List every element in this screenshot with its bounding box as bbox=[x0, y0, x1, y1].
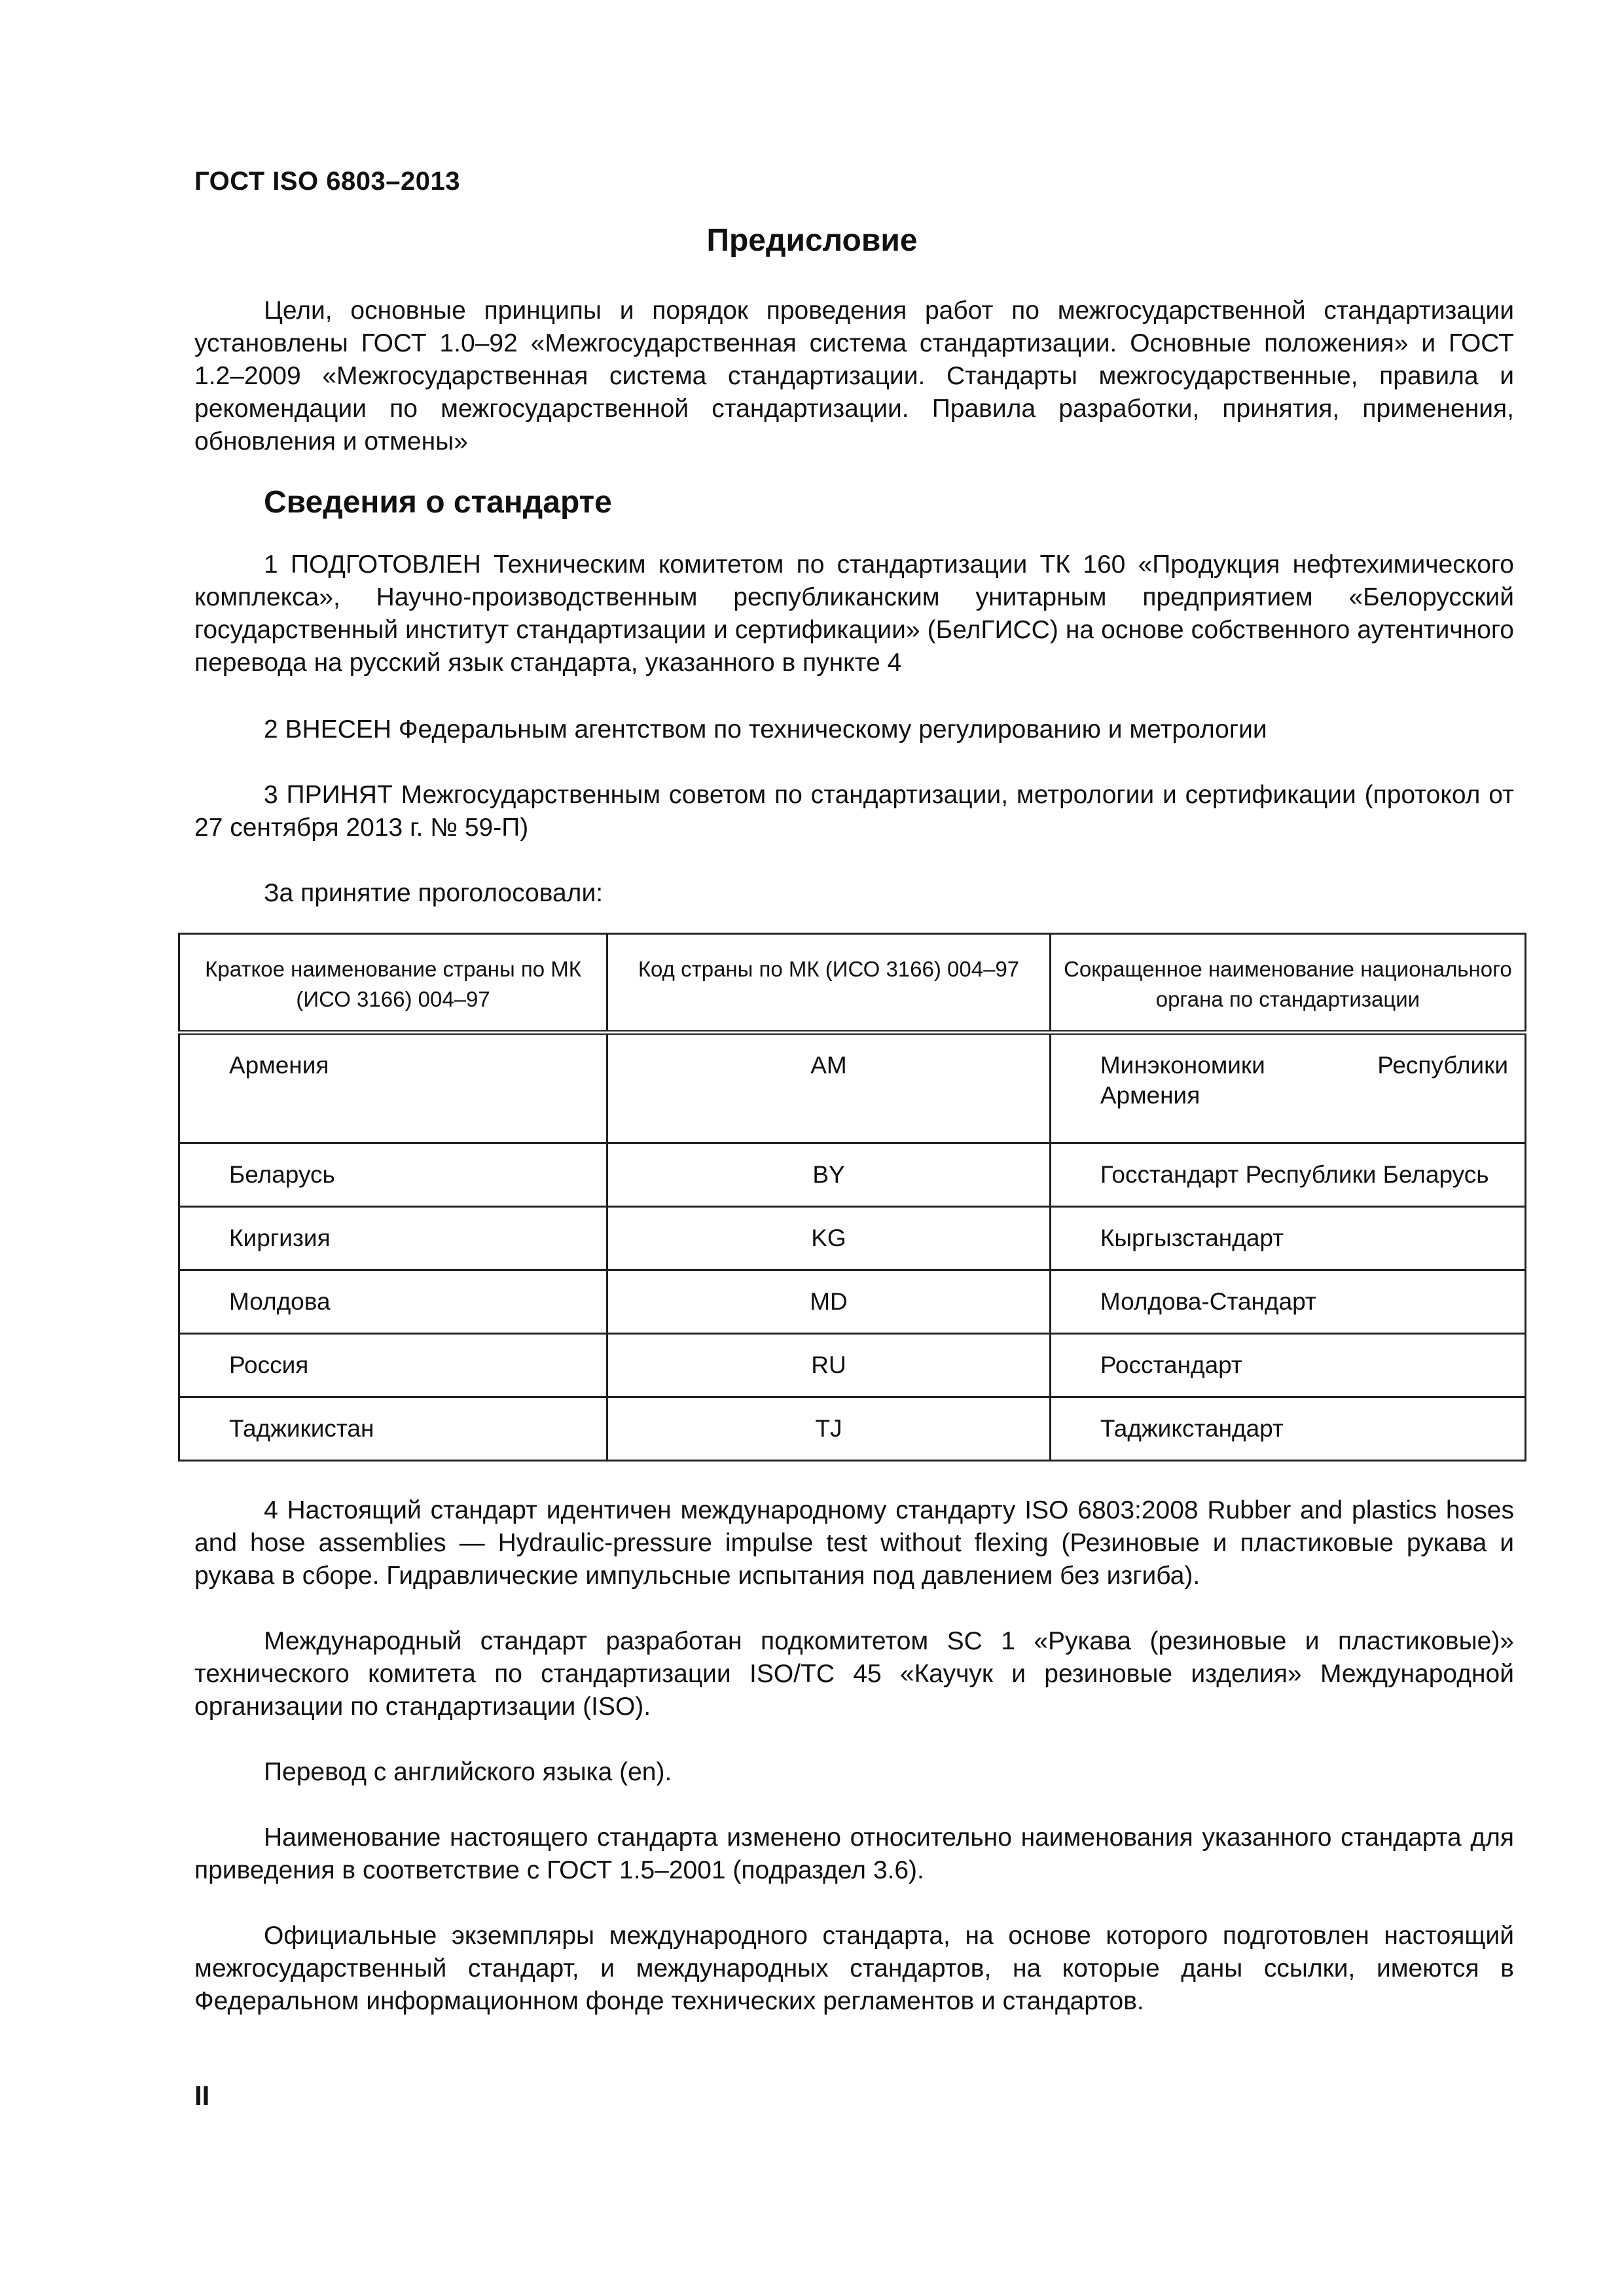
body-cell: Кыргызстандарт bbox=[1050, 1207, 1525, 1270]
body-cell-text: Минэкономики Республики Армения bbox=[1100, 1052, 1508, 1109]
body-cell: Росстандарт bbox=[1050, 1334, 1525, 1397]
body-cell: Госстандарт Республики Беларусь bbox=[1050, 1143, 1525, 1207]
table-row bbox=[179, 1270, 1526, 1334]
item-4-identical: 4 Настоящий стандарт идентичен международному стандарту ISO 6803:2008 Rubber and plastics hoses and hose assemblies — Hydraulic-pressure impulse test without flexing (Резиновые и пластиковые рукава и рукава в сборе. Гидравлические импульсные испытания под давлением без изгиба). bbox=[194, 1496, 1514, 1590]
table-row bbox=[179, 1207, 1526, 1270]
code-cell: MD bbox=[607, 1270, 1051, 1334]
country-cell: Киргизия bbox=[179, 1207, 607, 1270]
country-cell: Беларусь bbox=[179, 1143, 607, 1207]
table-row bbox=[179, 1397, 1526, 1461]
voting-countries-table bbox=[178, 933, 1526, 1462]
table-row bbox=[179, 1334, 1526, 1397]
country-cell: Молдова bbox=[179, 1270, 607, 1334]
translation-note: Перевод с английского языка (en). bbox=[264, 1758, 672, 1786]
item-1-prepared: 1 ПОДГОТОВЛЕН Техническим комитетом по стандартизации ТК 160 «Продукция нефтехимического комплекса», Научно-производственным республиканским унитарным предприятием «Белорусский государственный институт стандартизации и сертификации» (БелГИСС) на основе собственного аутентичного перевода на русский язык стандарта, указанного в пункте 4 bbox=[194, 550, 1514, 677]
table-header-row bbox=[179, 934, 1526, 1033]
vote-label: За принятие проголосовали: bbox=[264, 879, 604, 907]
code-cell: RU bbox=[607, 1334, 1051, 1397]
code-cell: BY bbox=[607, 1143, 1051, 1207]
col-header-country: Краткое наименование страны по МК (ИСО 3166) 004–97 bbox=[179, 934, 607, 1033]
item-3-adopted: 3 ПРИНЯТ Межгосударственным советом по стандартизации, метрологии и сертификации (протокол от 27 сентября 2013 г. № 59-П) bbox=[194, 781, 1514, 842]
item-2-introduced: 2 ВНЕСЕН Федеральным агентством по техническому регулированию и метрологии bbox=[264, 715, 1267, 744]
col-header-body: Сокращенное наименование национального органа по стандартизации bbox=[1050, 934, 1525, 1033]
table-row bbox=[179, 1033, 1526, 1143]
code-cell: AM bbox=[607, 1033, 1051, 1143]
body-cell: Молдова-Стандарт bbox=[1050, 1270, 1525, 1334]
foreword-text: Цели, основные принципы и порядок проведения работ по межгосударственной стандартизации установлены ГОСТ 1.0–92 «Межгосударственная система стандартизации. Основные положения» и ГОСТ 1.2–2009 «Межгосударственная система стандартизации. Стандарты межгосударственные, правила и рекомендации по межгосударственной стандартизации. Правила разработки, принятия, применения, обновления и отмены» bbox=[194, 296, 1514, 456]
name-change-note: Наименование настоящего стандарта изменено относительно наименования указанного стандарта для приведения в соответствие с ГОСТ 1.5–2001 (подраздел 3.6). bbox=[194, 1823, 1514, 1884]
code-cell: TJ bbox=[607, 1397, 1051, 1461]
body-cell: Таджикстандарт bbox=[1050, 1397, 1525, 1461]
official-copies-note: Официальные экземпляры международного стандарта, на основе которого подготовлен настоящий межгосударственный стандарт, и международных стандартов, на которые даны ссылки, имеются в Федеральном информационном фонде технических регламентов и стандартов. bbox=[194, 1922, 1514, 2015]
country-cell: Армения bbox=[179, 1033, 607, 1143]
country-cell: Россия bbox=[179, 1334, 607, 1397]
foreword-title: Предисловие bbox=[706, 223, 918, 258]
col-header-code: Код страны по МК (ИСО 3166) 004–97 bbox=[607, 934, 1051, 1033]
body-cell bbox=[1050, 1033, 1525, 1143]
document-header: ГОСТ ISO 6803–2013 bbox=[194, 167, 460, 196]
code-cell: KG bbox=[607, 1207, 1051, 1270]
country-cell: Таджикистан bbox=[179, 1397, 607, 1461]
intl-development-note: Международный стандарт разработан подкомитетом SC 1 «Рукава (резиновые и пластиковые)» технического комитета по стандартизации ISO/TC 45 «Каучук и резиновые изделия» Международной организации по стандартизации (ISO). bbox=[194, 1627, 1514, 1721]
info-title: Сведения о стандарте bbox=[264, 485, 612, 520]
table-row bbox=[179, 1143, 1526, 1207]
page-number: II bbox=[194, 2080, 210, 2111]
